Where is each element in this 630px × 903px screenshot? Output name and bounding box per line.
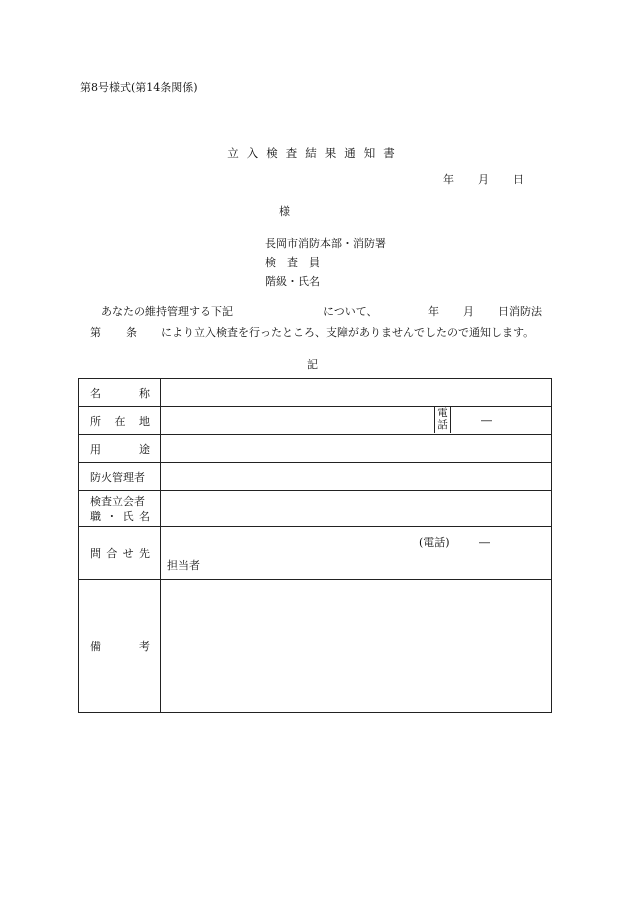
row-use [79,435,552,463]
label-char: 地 [139,414,150,428]
row-address [79,407,552,435]
field-name[interactable] [161,379,552,407]
document-title: 立入検査結果通知書 [227,146,403,160]
body-text-day: 日消防法 [498,305,542,318]
contact-dash: ― [479,536,490,549]
label-address [79,407,161,435]
label-fire-manager [79,463,161,491]
row-remarks [79,580,552,713]
date-year: 年 [443,173,454,186]
field-contact[interactable] [161,527,552,580]
label-char: 名 [90,386,101,400]
addressee-suffix: 様 [279,205,290,218]
issuer-rank-name: 階級・氏名 [265,275,320,288]
label-use [79,435,161,463]
field-use[interactable] [161,435,552,463]
label-char: 在 [114,414,126,428]
row-name [79,379,552,407]
body-text-year: 年 [428,305,439,318]
label-char: 職 [90,509,101,523]
label-char: せ [122,547,134,560]
label-char: 称 [139,386,150,400]
row-witness [79,491,552,527]
body-text-1: あなたの維持管理する下記 [101,305,233,318]
tel-dash: ― [481,414,492,427]
label-char: 考 [139,640,150,653]
label-char: 所 [90,414,101,428]
field-witness[interactable] [161,491,552,527]
label-remarks [79,580,161,713]
label-char: 問 [90,547,101,560]
label-char: 途 [139,442,150,456]
body-text-2: について、 [323,305,378,318]
field-fire-manager[interactable] [161,463,552,491]
label-char: 名 [138,509,150,523]
form-number: 第8号様式(第14条関係) [80,81,198,94]
contact-phone-label: (電話) [419,536,450,549]
label-char: 備 [90,640,101,653]
label-char: 先 [138,547,150,560]
label-name [79,379,161,407]
date-month: 月 [478,173,489,186]
tel-label: 電話 [434,406,451,433]
label-char: 氏 [122,509,134,523]
label-char: 合 [106,547,118,560]
label-text: 防火管理者 [90,470,145,484]
label-witness [79,491,161,527]
field-address[interactable] [161,407,552,435]
date-day: 日 [513,173,524,186]
body-text-month: 月 [463,305,474,318]
label-char: ・ [106,509,118,523]
inspection-table [78,378,552,713]
ki-heading: 記 [307,358,318,371]
label-text: 検査立会者 [90,494,145,508]
contact-person-label: 担当者 [167,559,200,572]
label-char: 用 [90,442,101,456]
row-contact [79,527,552,580]
row-fire-manager [79,463,552,491]
issuer-inspector: 検 査 員 [265,256,320,269]
body-text-notice: により立入検査を行ったところ、支障がありませんでしたので通知します。 [161,326,535,339]
issuer-organization: 長岡市消防本部・消防署 [265,237,386,250]
field-remarks[interactable] [161,580,552,713]
label-contact [79,527,161,580]
body-text-article: 第 [90,326,101,339]
body-text-clause: 条 [126,326,137,339]
